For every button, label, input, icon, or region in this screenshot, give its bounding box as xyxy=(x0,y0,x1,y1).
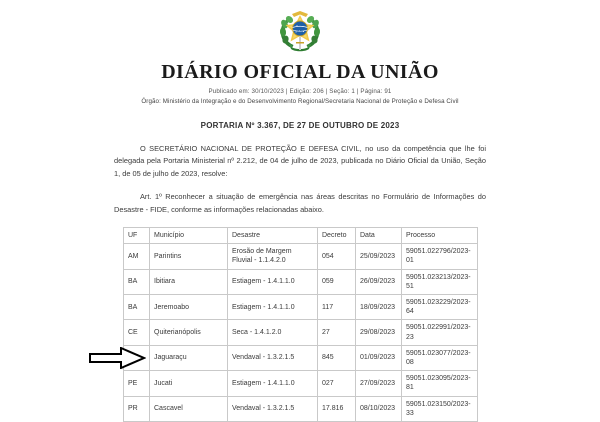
cell-desastre: Estiagem - 1.4.1.1.0 xyxy=(228,269,318,294)
document-body xyxy=(114,143,486,216)
cell-uf: PR xyxy=(124,396,150,421)
cell-decreto: 17.816 xyxy=(318,396,356,421)
cell-desastre: Vendaval - 1.3.2.1.5 xyxy=(228,396,318,421)
column-header-decreto: Decreto xyxy=(318,228,356,244)
cell-municipio: Jucati xyxy=(150,371,228,396)
portaria-heading: PORTARIA Nº 3.367, DE 27 DE OUTUBRO DE 2023 xyxy=(200,121,400,130)
table-row xyxy=(124,244,478,269)
cell-uf: AM xyxy=(124,244,150,269)
cell-processo: 59051.023095/2023-81 xyxy=(402,371,478,396)
cell-uf: PE xyxy=(124,371,150,396)
emblem-container xyxy=(0,6,600,58)
cell-data: 27/09/2023 xyxy=(356,371,402,396)
table-row xyxy=(124,295,478,320)
table-row xyxy=(124,269,478,294)
organ-info: Órgão: Ministério da Integração e do Desenvolvimento Regional/Secretaria Nacional de Proteção e Defesa Civil xyxy=(141,98,459,105)
cell-decreto: 059 xyxy=(318,269,356,294)
cell-municipio: Cascavel xyxy=(150,396,228,421)
cell-decreto: 27 xyxy=(318,320,356,345)
cell-decreto: 117 xyxy=(318,295,356,320)
column-header-desastre: Desastre xyxy=(228,228,318,244)
cell-municipio: Parintins xyxy=(150,244,228,269)
cell-desastre: Seca - 1.4.1.2.0 xyxy=(228,320,318,345)
publication-info: Publicado em: 30/10/2023 | Edição: 206 | Seção: 1 | Página: 91 xyxy=(208,88,392,95)
cell-decreto: 027 xyxy=(318,371,356,396)
cell-uf: BA xyxy=(124,295,150,320)
cell-municipio: Ibitiara xyxy=(150,269,228,294)
column-header-municipio: Município xyxy=(150,228,228,244)
fide-table xyxy=(123,227,478,422)
cell-uf: BA xyxy=(124,269,150,294)
cell-desastre: Erosão de Margem Fluvial - 1.1.4.2.0 xyxy=(228,244,318,269)
cell-municipio: Quiterianópolis xyxy=(150,320,228,345)
cell-data: 26/09/2023 xyxy=(356,269,402,294)
page-title: DIÁRIO OFICIAL DA UNIÃO xyxy=(161,61,439,83)
table-header-row xyxy=(124,228,478,244)
paragraph-preamble: O SECRETÁRIO NACIONAL DE PROTEÇÃO E DEFESA CIVIL, no uso da competência que lhe foi delegada pela Portaria Ministerial nº 2.212, de 04 de julho de 2023, publicada no Diário Oficial da União, Seção 1, de 05 de julho de 2023, resolve: xyxy=(114,144,486,178)
cell-data: 29/08/2023 xyxy=(356,320,402,345)
column-header-processo: Processo xyxy=(402,228,478,244)
cell-municipio: Jaguaraçu xyxy=(150,345,228,370)
paragraph-article-1: Art. 1º Reconhecer a situação de emergência nas áreas descritas no Formulário de Informações do Desastre - FIDE, conforme as informações relacionadas abaixo. xyxy=(114,192,486,214)
column-header-data: Data xyxy=(356,228,402,244)
cell-uf: CE xyxy=(124,320,150,345)
cell-processo: 59051.022796/2023-01 xyxy=(402,244,478,269)
cell-processo: 59051.022991/2023-23 xyxy=(402,320,478,345)
right-pointing-arrow-annotation-icon xyxy=(88,347,146,369)
cell-decreto: 845 xyxy=(318,345,356,370)
cell-decreto: 054 xyxy=(318,244,356,269)
cell-processo: 59051.023213/2023-51 xyxy=(402,269,478,294)
cell-processo: 59051.023229/2023-64 xyxy=(402,295,478,320)
table-row xyxy=(124,371,478,396)
table-row xyxy=(124,320,478,345)
brazil-coat-of-arms-icon xyxy=(277,7,323,57)
cell-data: 25/09/2023 xyxy=(356,244,402,269)
column-header-uf: UF xyxy=(124,228,150,244)
table-row xyxy=(124,345,478,370)
cell-data: 18/09/2023 xyxy=(356,295,402,320)
cell-data: 01/09/2023 xyxy=(356,345,402,370)
cell-desastre: Estiagem - 1.4.1.1.0 xyxy=(228,371,318,396)
fide-table-container xyxy=(123,227,477,422)
cell-municipio: Jeremoabo xyxy=(150,295,228,320)
cell-data: 08/10/2023 xyxy=(356,396,402,421)
cell-desastre: Estiagem - 1.4.1.1.0 xyxy=(228,295,318,320)
cell-processo: 59051.023150/2023-33 xyxy=(402,396,478,421)
cell-desastre: Vendaval - 1.3.2.1.5 xyxy=(228,345,318,370)
cell-processo: 59051.023077/2023-08 xyxy=(402,345,478,370)
